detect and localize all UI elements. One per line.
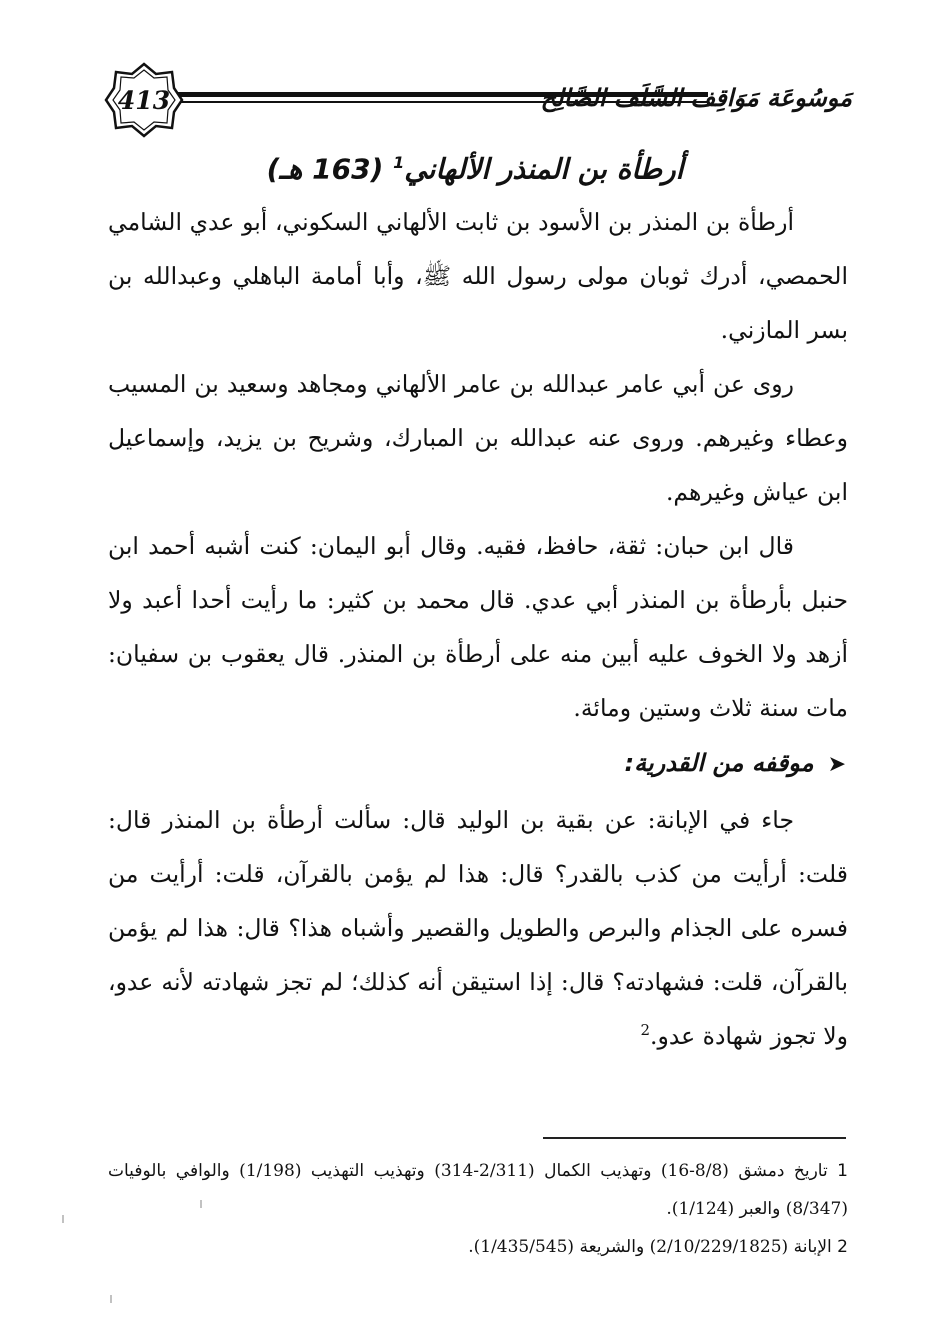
body-text: [108, 195, 848, 1063]
footnote-1: [108, 1152, 848, 1228]
section-paragraph: [108, 793, 848, 1063]
scan-speck: [110, 1295, 112, 1303]
footnote-number: 1: [837, 1161, 848, 1181]
footnote-ref-1: 1: [393, 153, 405, 172]
page-number: 413: [117, 85, 171, 115]
heading-text: أرطأة بن المنذر الألهاني: [404, 152, 684, 186]
heading-date: (163 هـ): [266, 152, 384, 186]
footnote-text: الإبانة (2/10/229/1825) والشريعة (1/435/545).: [468, 1237, 832, 1257]
footnote-number: 2: [837, 1237, 848, 1257]
praise-paragraph: قال ابن حبان: ثقة، حافظ، فقيه. وقال أبو اليمان: كنت أشبه أحمد ابن حنبل بأرطأة بن المنذر أبي عدي. قال محمد بن كثير: ما رأيت أحدا أعبد ولا أزهد ولا الخوف عليه أبين منه على أرطأة بن المنذر. قال يعقوب بن سفيان: مات سنة ثلاث وستين ومائة.: [108, 532, 848, 722]
scan-speck: [200, 1200, 202, 1208]
footnote-ref-2: 2: [640, 1021, 650, 1040]
section-paragraph-text: جاء في الإبانة: عن بقية بن الوليد قال: سألت أرطأة بن المنذر قال: قلت: أرأيت من كذب بالقدر؟ قال: هذا لم يؤمن بالقرآن، قلت: أرأيت من فسره على الجذام والبرص والطويل والقصير وأشباه هذا؟ قال: هذا لم يؤمن بالقرآن، قلت: فشهادته؟ قال: إذا استيقن أنه كذلك؛ لم تجز شهادته لأنه عدو، ولا تجوز شهادة عدو.: [108, 806, 848, 1050]
footnote-2: [108, 1228, 848, 1266]
page-header: [100, 62, 850, 138]
biography-paragraph: أرطأة بن المنذر بن الأسود بن ثابت الألهاني السكوني، أبو عدي الشامي الحمصي، أدرك ثوبان مولى رسول الله ﷺ، وأبا أمامة الباهلي وعبدالله بن بسر المازني.: [108, 208, 848, 344]
section-heading: [108, 735, 848, 793]
series-title: مَوسُوعَة مَوَاقِف السَّلَف الصَّالِح: [540, 84, 852, 112]
footnote-divider: [543, 1137, 846, 1139]
footnote-text: تاريخ دمشق (8/8-16) وتهذيب الكمال (2/311-314) وتهذيب التهذيب (1/198) والوافي بالوفيات (8/347) والعبر (1/124).: [108, 1161, 848, 1219]
scan-speck: [62, 1215, 64, 1223]
arrow-left-icon: ➤: [827, 752, 846, 777]
section-title: موقفه من القدرية:: [624, 749, 814, 777]
narrators-paragraph: روى عن أبي عامر عبدالله بن عامر الألهاني ومجاهد وسعيد بن المسيب وعطاء وغيرهم. وروى عنه عبدالله بن المبارك، وشريح بن يزيد، وإسماعيل ابن عياش وغيرهم.: [108, 370, 848, 506]
footnotes: [108, 1152, 848, 1266]
chapter-heading: [150, 138, 800, 188]
